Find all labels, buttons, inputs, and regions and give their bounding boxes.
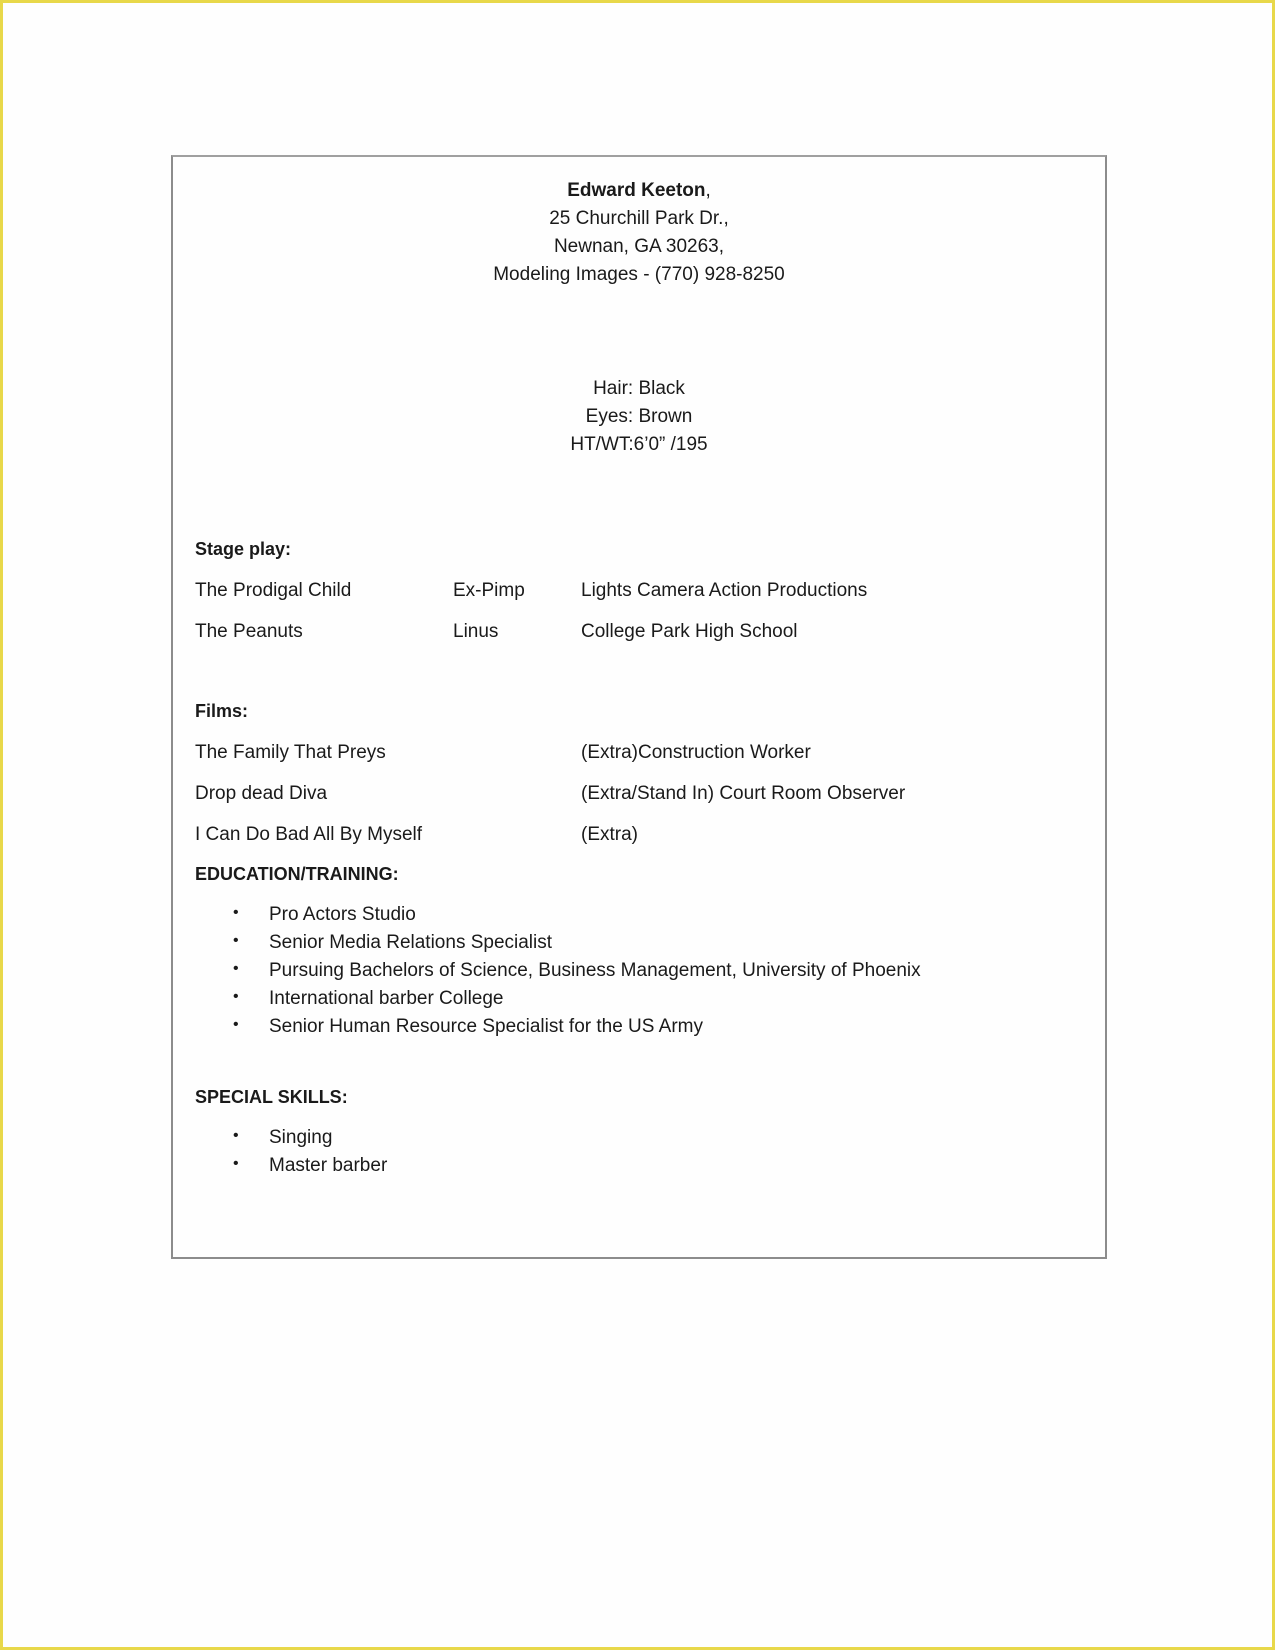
films-heading: Films: (195, 701, 249, 721)
education-item: Pursuing Bachelors of Science, Business Management, University of Phoenix (269, 960, 921, 981)
education-item: International barber College (269, 988, 504, 1009)
education-list (173, 904, 1105, 1044)
film-row (173, 783, 1105, 807)
skill-item: Master barber (269, 1155, 388, 1176)
list-item (173, 960, 1105, 988)
skills-list (173, 1127, 1105, 1183)
play-company: College Park High School (581, 621, 798, 642)
physical-attributes (173, 375, 1105, 459)
list-item (173, 1155, 1105, 1183)
address-line-1: 25 Churchill Park Dr., (549, 208, 729, 229)
education-item: Pro Actors Studio (269, 904, 416, 925)
film-role: (Extra)Construction Worker (581, 742, 811, 763)
list-item (173, 1016, 1105, 1044)
skills-heading: SPECIAL SKILLS: (195, 1087, 348, 1107)
film-title: The Family That Preys (195, 742, 386, 763)
list-item (173, 904, 1105, 932)
contact-line: Modeling Images - (770) 928-8250 (493, 264, 785, 285)
film-role: (Extra/Stand In) Court Room Observer (581, 783, 906, 804)
film-row (173, 824, 1105, 848)
bullet-icon: • (233, 1155, 239, 1172)
film-title: I Can Do Bad All By Myself (195, 824, 423, 845)
bullet-icon: • (233, 960, 239, 977)
stage-play-row (173, 580, 1105, 604)
bullet-icon: • (233, 1016, 239, 1033)
film-row (173, 742, 1105, 766)
height-weight: HT/WT:6’0” /195 (570, 434, 708, 455)
bullet-icon: • (233, 904, 239, 921)
list-item (173, 932, 1105, 960)
contact-header (173, 177, 1105, 289)
resume-name: Edward Keeton (567, 180, 706, 201)
address-line-2: Newnan, GA 30263, (553, 236, 725, 257)
stage-play-heading: Stage play: (195, 539, 292, 559)
play-role: Linus (453, 621, 499, 642)
play-title: The Peanuts (195, 621, 303, 642)
play-title: The Prodigal Child (195, 580, 352, 601)
list-item (173, 1127, 1105, 1155)
film-title: Drop dead Diva (195, 783, 328, 804)
play-role: Ex-Pimp (453, 580, 525, 601)
name-suffix: , (705, 180, 711, 201)
eye-color: Eyes: Brown (585, 406, 693, 427)
hair-color: Hair: Black (593, 378, 685, 399)
film-role: (Extra) (581, 824, 638, 845)
resume-document (171, 155, 1107, 1259)
bullet-icon: • (233, 988, 239, 1005)
play-company: Lights Camera Action Productions (581, 580, 868, 601)
education-heading: EDUCATION/TRAINING: (195, 864, 399, 884)
bullet-icon: • (233, 932, 239, 949)
education-item: Senior Media Relations Specialist (269, 932, 553, 953)
stage-play-row (173, 621, 1105, 645)
skill-item: Singing (269, 1127, 333, 1148)
list-item (173, 988, 1105, 1016)
bullet-icon: • (233, 1127, 239, 1144)
education-item: Senior Human Resource Specialist for the US Army (269, 1016, 704, 1037)
